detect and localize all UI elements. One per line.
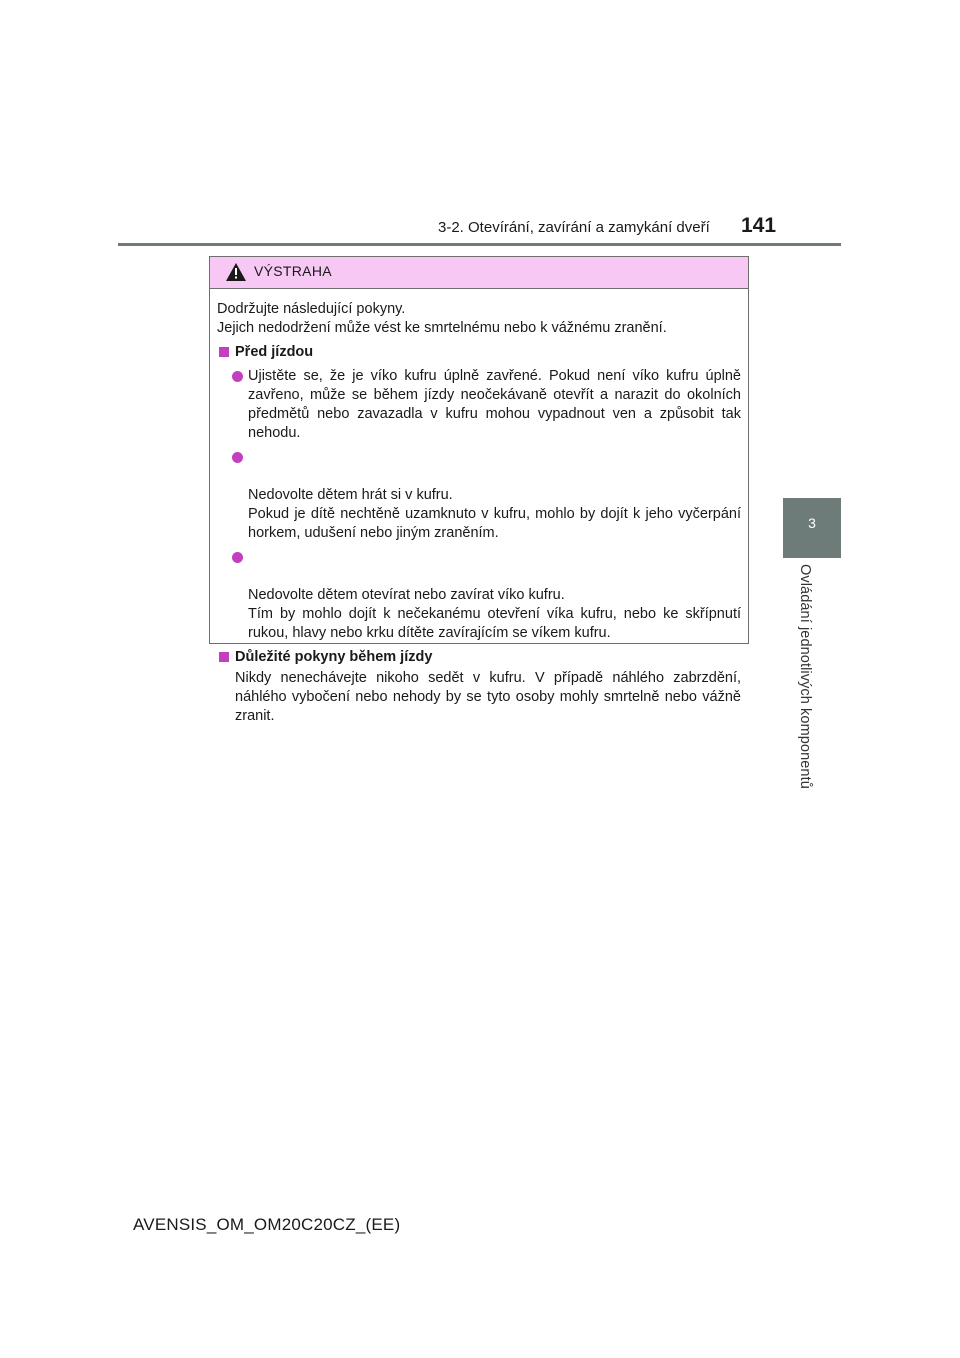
chapter-tab [783, 498, 841, 558]
warning-header [210, 257, 748, 289]
round-bullet-icon [232, 552, 243, 563]
chapter-caption: Ovládání jednotlivých komponentů [797, 564, 813, 789]
square-bullet-icon [219, 652, 229, 662]
warning-box [209, 256, 749, 724]
round-bullet-icon [232, 371, 243, 382]
section-heading-text: Důležité pokyny během jízdy [235, 649, 433, 665]
warning-triangle-icon [226, 263, 246, 281]
section-heading [217, 343, 741, 362]
section-text: Nikdy nenechávejte nikoho sedět v kufru. V případě náhlého zabrzdění, náhlého vybočení nebo nehody by se tyto osoby mohly smrtelně nebo vážně zranit. [235, 670, 741, 724]
warning-title: VÝSTRAHA [254, 263, 332, 279]
section-title: 3-2. Otevírání, zavírání a zamykání dveří [438, 219, 710, 236]
header-divider [118, 243, 841, 246]
intro-line: Jejich nedodržení může vést ke smrtelnému nebo k vážnému zranění. [217, 320, 667, 336]
page-number: 141 [741, 214, 777, 237]
document-code: AVENSIS_OM_OM20C20CZ_(EE) [133, 1215, 401, 1234]
round-bullet-icon [232, 452, 243, 463]
intro-line: Dodržujte následující pokyny. [217, 301, 406, 317]
list-item-text: Nedovolte dětem otevírat nebo zavírat víko kufru. Tím by mohlo dojít k nečekanému otevření víka kufru, nebo ke skřípnutí rukou, hlavy nebo krku dítěte zavírajícím se víkem kufru. [248, 587, 741, 641]
section-heading [217, 648, 741, 667]
list-item-text: Ujistěte se, že je víko kufru úplně zavřené. Pokud není víko kufru úplně zavřeno, může se během jízdy neočekávaně otevřít a narazit do okolních předmětů nebo zavazadla v kufru mohou vypadnout ven a způsobit tak nehodu. [248, 368, 741, 441]
list-item [217, 448, 741, 543]
list-item [217, 367, 741, 443]
warning-body [210, 289, 748, 726]
list-item-text: Nedovolte dětem hrát si v kufru. Pokud je dítě nechtěně uzamknuto v kufru, mohlo by dojít k jeho vyčerpání horkem, udušení nebo jiným zraněním. [248, 487, 741, 541]
list-item [217, 548, 741, 643]
chapter-number: 3 [808, 515, 816, 531]
square-bullet-icon [219, 347, 229, 357]
section-heading-text: Před jízdou [235, 344, 314, 360]
